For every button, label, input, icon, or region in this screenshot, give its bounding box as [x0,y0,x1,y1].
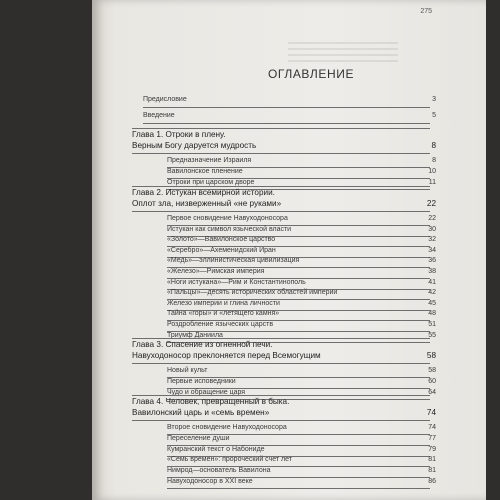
chapter-rule-top [132,395,430,396]
toc-entry-text: Новый культ [167,367,208,374]
toc-entry-text: Кумранский текст о Набониде [167,445,265,453]
chapter-rule-bottom [132,420,430,421]
page-title: ОГЛАВЛЕНИЕ [268,67,355,81]
toc-entry-page: 77 [428,434,436,442]
toc-entry-introduction-text: Введение [143,112,175,119]
toc-entry-text: Навуходоносор в XXI веке [167,478,253,485]
toc-entry-text: «Золото»—Вавилонское царство [167,236,276,244]
toc-entry-text: Триумф Даниила [167,331,223,339]
toc-entry-page: 42 [428,289,436,297]
chapter-heading-3-page: 58 [426,351,436,360]
toc-entry-text: Второе сновидение Навуходоносора [167,424,287,431]
toc-entry-text: «Ноги истукана»—Рим и Константинополь [167,278,306,286]
toc-entry-page: 60 [428,377,436,385]
toc-entry-page: 8 [432,157,436,164]
chapter-heading-4-text: Вавилонский царь и «семь времен» [132,408,270,417]
toc-entry-page: 55 [428,331,436,339]
chapter-heading-1-page: 8 [431,141,436,150]
toc-entry-text: «Медь»—эллинистическая цивилизация [167,257,300,265]
toc-entry-preface-text: Предисловие [143,96,187,103]
toc-entry-text: Нимрод—основатель Вавилона [167,467,271,475]
page-number: 275 [420,8,432,15]
toc-entry-text: Железо империи и глина личности [167,299,280,307]
entry-underline [143,107,430,108]
toc-entry-page: 86 [428,478,436,485]
toc-entry-page: 30 [428,225,436,233]
toc-entry-introduction-page: 5 [432,112,436,119]
toc-entry-text: Предназначение Израиля [167,157,252,164]
chapter-rule-top [132,338,430,339]
chapter-rule-bottom [132,363,430,364]
toc-entry-text: Истукан как символ языческой власти [167,225,292,233]
toc-entry-page: 38 [428,268,436,275]
chapter-heading-1 [92,141,486,153]
toc-entry-page: 41 [428,278,436,286]
toc-entry-text: Первое сновидение Навуходоносора [167,215,288,222]
toc-entry-page: 74 [428,424,436,431]
toc-entry-page: 79 [428,445,436,453]
toc-entry-text: «Серебро»—Ахеменидский Иран [167,246,276,254]
chapter-heading-1-text: Глава 1. Отроки в плену. [132,130,226,139]
chapter-heading-3-text: Навуходоносор преклоняется перед Всемогущим [132,351,321,360]
toc-entry-page: 32 [428,236,436,244]
chapter-rule-top [132,128,430,129]
toc-entry-page: 36 [428,257,436,265]
toc-entry-preface-page: 3 [432,96,436,103]
entry-underline [167,488,430,489]
toc-entry-page: 22 [428,215,436,222]
toc-entry-text: «Железо»—Римская империя [167,268,265,275]
toc-entry-text: Чудо и обращение царя [167,388,246,396]
toc-entry-text: Отроки при царском дворе [167,178,255,186]
chapter-rule-top [132,186,430,187]
toc-entry-text: «Пальцы»—десять исторических областей империи [167,289,338,297]
chapter-heading-2-text: Оплот зла, низверженный «не руками» [132,199,282,208]
toc-entry-page: 51 [428,321,436,328]
chapter-heading-3 [92,351,486,363]
chapter-heading-4-page: 74 [426,408,436,417]
toc-entry-text: «Семь времен»: пророческий счет лет [167,456,293,464]
toc-entry-page: 34 [428,246,436,254]
toc-entry-page: 81 [428,467,436,475]
toc-entry-page: 10 [428,167,436,175]
entry-underline [143,123,430,124]
toc-entry-page: 81 [428,456,436,464]
toc-entry-page: 64 [428,388,436,396]
chapter-heading-3-text: Глава 3. Спасение из огненной печи. [132,340,273,349]
chapter-heading-4 [92,408,486,420]
toc-entry-text: Роздробление языческих царств [167,321,274,328]
toc-entry-page: 58 [428,367,436,374]
chapter-heading-2 [92,199,486,211]
chapter-rule-bottom [132,153,430,154]
toc-entry-page: 45 [428,299,436,307]
toc-entry-page: 11 [428,178,436,186]
toc-entry-text: Переселение души [167,434,230,442]
toc-entry-text: Тайна «горы» и «летящего камня» [167,310,280,318]
chapter-heading-2-text: Глава 2. Истукан всемирной истории. [132,188,275,197]
chapter-heading-1-text: Верным Богу даруется мудрость [132,141,257,150]
chapter-rule-bottom [132,211,430,212]
toc-entry-page: 48 [428,310,436,318]
book-page [92,0,486,500]
chapter-heading-2-page: 22 [426,199,436,208]
toc-entry-text: Вавилонское пленение [167,167,243,175]
toc-entry-text: Первые исповедники [167,377,236,385]
chapter-heading-4-text: Глава 4. Человек, превращенный в быка. [132,397,290,406]
